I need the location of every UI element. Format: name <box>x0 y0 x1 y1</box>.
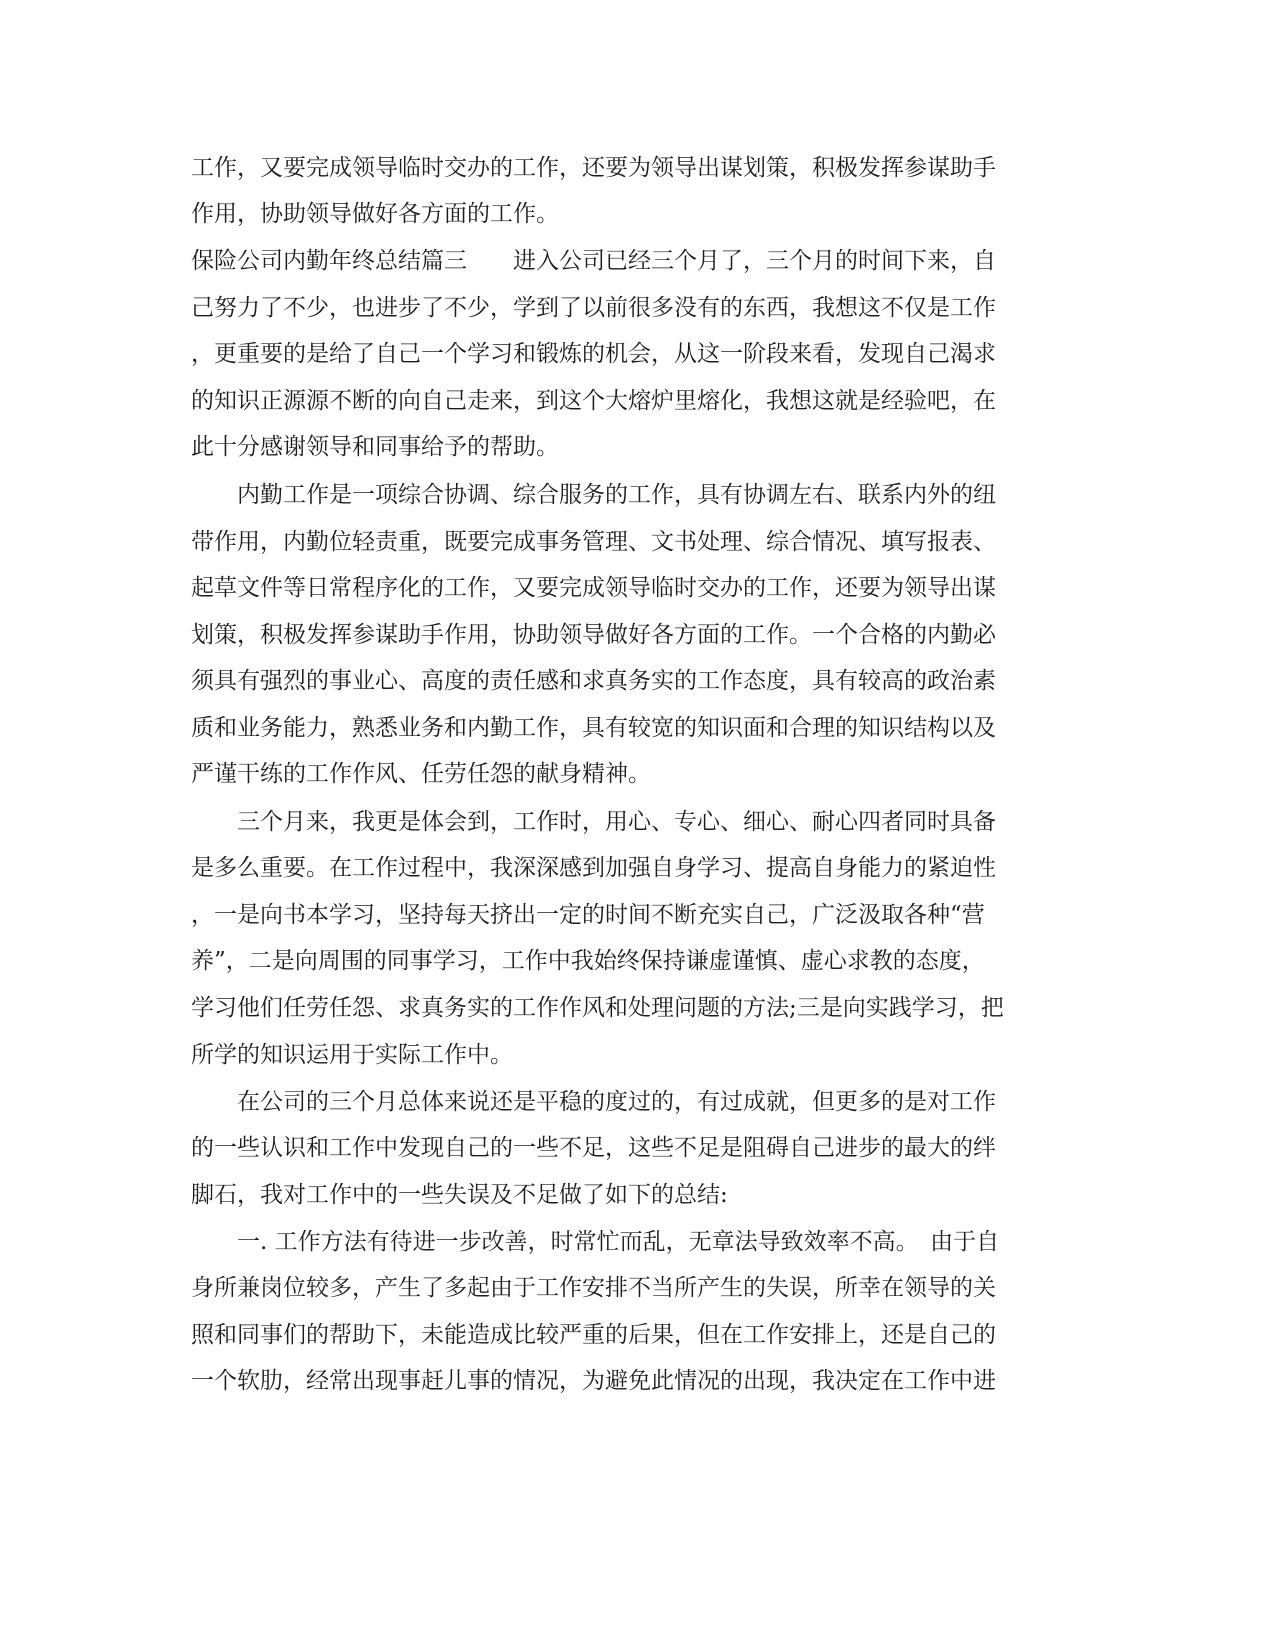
text-line: 在公司的三个月总体来说还是平稳的度过的，有过成就，但更多的是对工作 <box>191 1089 996 1115</box>
text-line: 脚石，我对工作中的一些失误及不足做了如下的总结: <box>191 1182 728 1208</box>
text-line: 的一些认识和工作中发现自己的一些不足，这些不足是阻碍自己进步的最大的绊 <box>191 1135 996 1161</box>
text-line: ，一是向书本学习，坚持每天挤出一定的时间不断充实自己，广泛汲取各种“营 <box>191 902 985 928</box>
text-line: 带作用，内勤位轻责重，既要完成事务管理、文书处理、综合情况、填写报表、 <box>191 529 996 555</box>
text-line: 照和同事们的帮助下，未能造成比较严重的后果，但在工作安排上，还是自己的 <box>191 1322 996 1348</box>
text-line: 己努力了不少，也进步了不少，学到了以前很多没有的东西，我想这不仅是工作 <box>191 295 996 321</box>
text-line: 养”，二是向周围的同事学习，工作中我始终保持谦虚谨慎、虚心求教的态度， <box>191 948 985 974</box>
text-line: 保险公司内勤年终总结篇三 进入公司已经三个月了，三个月的时间下来，自 <box>191 248 996 274</box>
text-line: 作用，协助领导做好各方面的工作。 <box>191 201 559 227</box>
text-line: 三个月来，我更是体会到，工作时，用心、专心、细心、耐心四者同时具备 <box>191 809 996 835</box>
text-line: 的知识正源源不断的向自己走来，到这个大熔炉里熔化，我想这就是经验吧，在 <box>191 388 996 414</box>
text-line: 起草文件等日常程序化的工作，又要完成领导临时交办的工作，还要为领导出谋 <box>191 575 996 601</box>
text-line: 严谨干练的工作作风、任劳任怨的献身精神。 <box>191 761 651 787</box>
text-line: 所学的知识运用于实际工作中。 <box>191 1042 513 1068</box>
text-line: 内勤工作是一项综合协调、综合服务的工作，具有协调左右、联系内外的纽 <box>191 482 996 508</box>
text-line: 学习他们任劳任怨、求真务实的工作作风和处理问题的方法;三是向实践学习，把 <box>191 995 1004 1021</box>
text-line: 是多么重要。在工作过程中，我深深感到加强自身学习、提高自身能力的紧迫性 <box>191 855 996 881</box>
text-line: 划策，积极发挥参谋助手作用，协助领导做好各方面的工作。一个合格的内勤必 <box>191 622 996 648</box>
text-line: 一个软肋，经常出现事赶儿事的情况，为避免此情况的出现，我决定在工作中进 <box>191 1368 996 1394</box>
text-line: 身所兼岗位较多，产生了多起由于工作安排不当所产生的失误，所幸在领导的关 <box>191 1275 996 1301</box>
text-line: 一. 工作方法有待进一步改善，时常忙而乱，无章法导致效率不高。 由于自 <box>191 1229 1000 1255</box>
text-line: 须具有强烈的事业心、高度的责任感和求真务实的工作态度，具有较高的政治素 <box>191 668 996 694</box>
text-line: 质和业务能力，熟悉业务和内勤工作，具有较宽的知识面和合理的知识结构以及 <box>191 715 996 741</box>
text-line: 工作，又要完成领导临时交办的工作，还要为领导出谋划策，积极发挥参谋助手 <box>191 155 996 181</box>
text-line: ，更重要的是给了自己一个学习和锻炼的机会，从这一阶段来看，发现自己渴求 <box>191 341 996 367</box>
text-line: 此十分感谢领导和同事给予的帮助。 <box>191 434 559 460</box>
